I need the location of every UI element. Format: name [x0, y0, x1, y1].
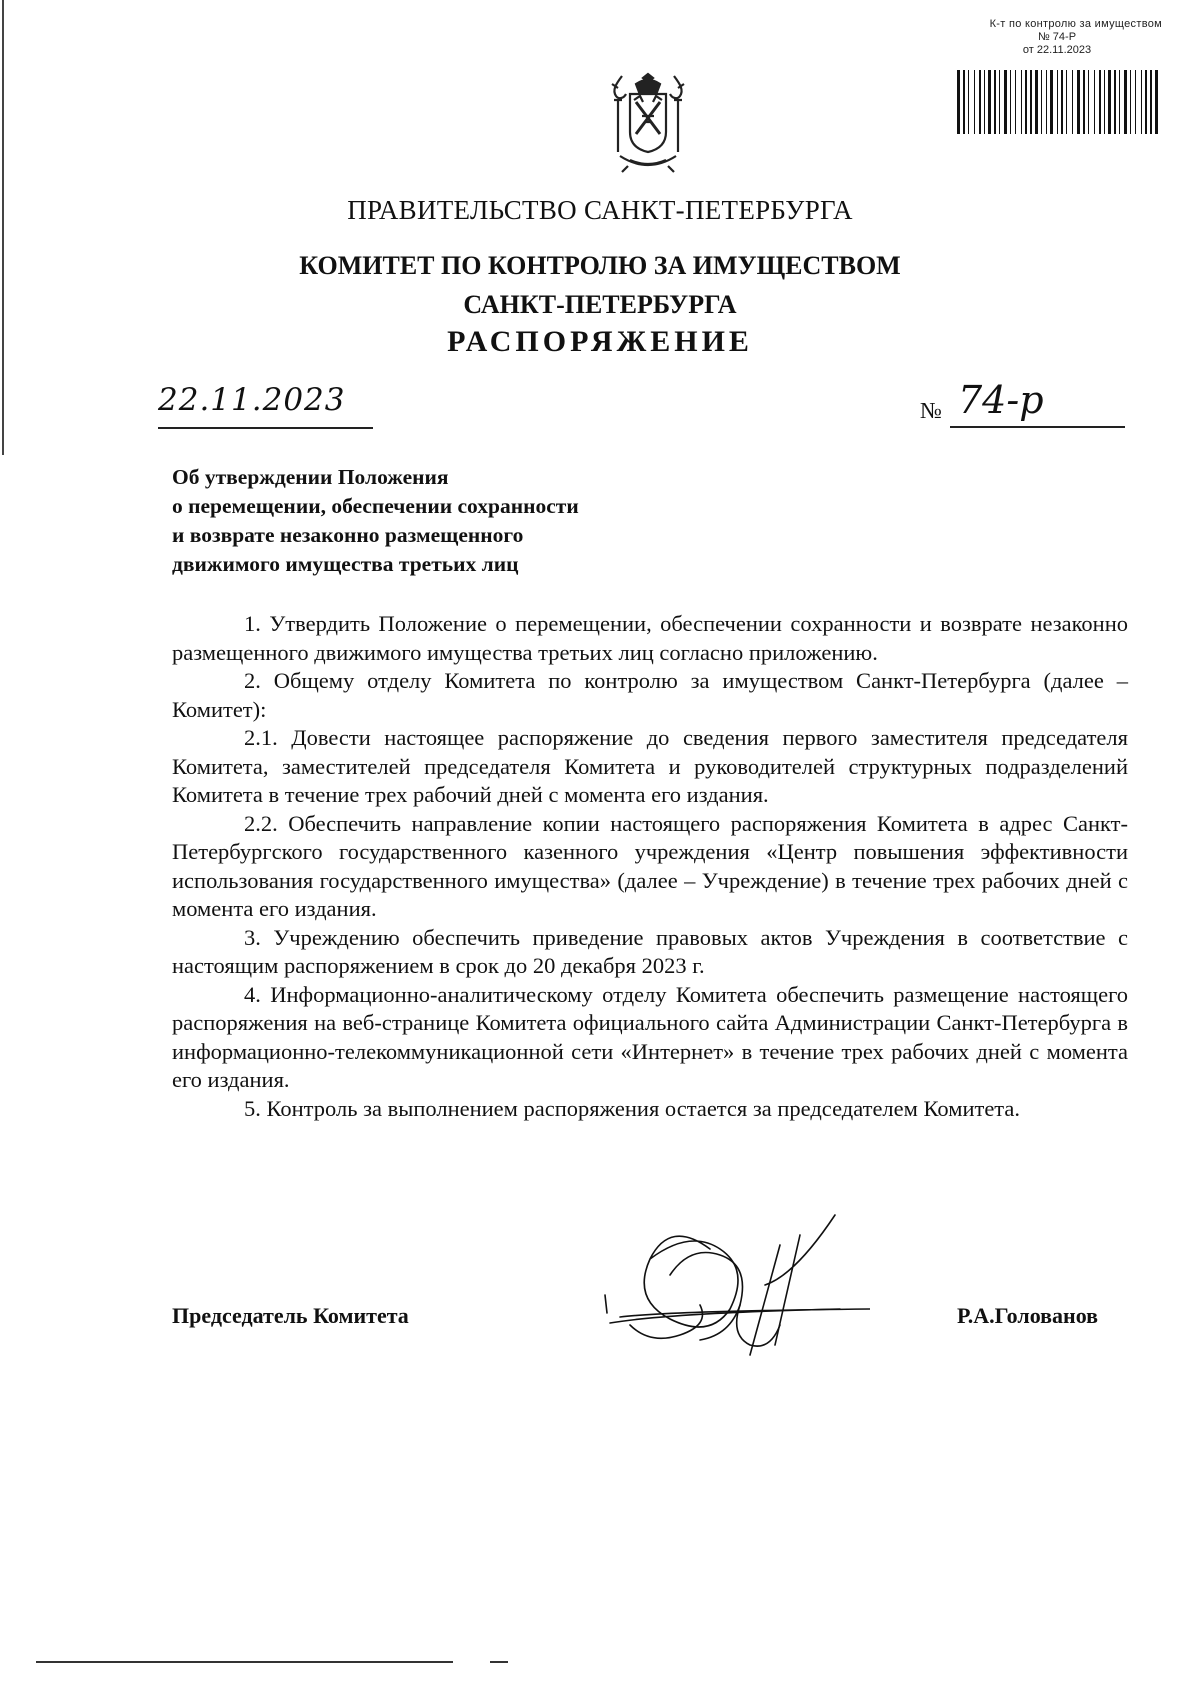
- handwritten-number: 74-р: [958, 378, 1044, 422]
- subject-line-1: Об утверждении Положения: [172, 465, 449, 489]
- document-subject: [172, 463, 732, 579]
- number-underline: [950, 426, 1125, 428]
- footer-rule: [36, 1661, 453, 1663]
- stamp-line-1: К-т по контролю за имуществом: [989, 18, 1162, 30]
- footer-rule-short: [490, 1661, 508, 1663]
- stamp-line-3: от 22.11.2023: [1022, 44, 1092, 56]
- number-label: №: [920, 398, 942, 423]
- paragraph-3: 3. Учреждению обеспечить приведение правовых актов Учреждения в соответствие с настоящим распоряжением в срок до 20 декабря 2023 г.: [172, 924, 1128, 978]
- committee-name: [0, 246, 1200, 324]
- stamp-line-2: № 74-Р: [1037, 31, 1077, 43]
- paragraph-2-1: 2.1. Довести настоящее распоряжение до сведения первого заместителя председателя Комитета, заместителей председателя Комитета и руководителей структурных подразделений Комитета в течение трех рабочий дней с момента его издания.: [172, 725, 1128, 807]
- subject-line-2: о перемещении, обеспечении сохранности: [172, 494, 579, 518]
- scan-edge-line: [2, 0, 4, 455]
- subject-line-3: и возврате незаконно размещенного: [172, 523, 524, 547]
- paragraph-5: 5. Контроль за выполнением распоряжения остается за председателем Комитета.: [244, 1095, 1021, 1121]
- committee-name-line-1: КОМИТЕТ ПО КОНТРОЛЮ ЗА ИМУЩЕСТВОМ: [299, 251, 901, 280]
- document-type-title: РАСПОРЯЖЕНИЕ: [447, 325, 753, 358]
- document-body: [172, 610, 1128, 1123]
- subject-line-4: движимого имущества третьих лиц: [172, 552, 519, 576]
- paragraph-2: 2. Общему отделу Комитета по контролю за имуществом Санкт-Петербурга (далее – Комитет):: [172, 668, 1128, 722]
- committee-name-line-2: САНКТ-ПЕТЕРБУРГА: [463, 290, 737, 319]
- signatory-name: Р.А.Голованов: [957, 1303, 1099, 1328]
- handwritten-signature: [590, 1205, 870, 1365]
- paragraph-2-2: 2.2. Обеспечить направление копии настоящего распоряжения Комитета в адрес Санкт-Петербургского государственного казенного учреждения «Центр повышения эффективности использования государственного имущества» (далее – Учреждение) в течение трех рабочих дней с момента его издания.: [172, 810, 1128, 921]
- paragraph-1: 1. Утвердить Положение о перемещении, обеспечении сохранности и возврате незаконно размещенного движимого имущества третьих лиц согласно приложению.: [172, 611, 1128, 665]
- registration-stamp: [952, 18, 1162, 57]
- signatory-title: Председатель Комитета: [172, 1303, 409, 1328]
- paragraph-4: 4. Информационно-аналитическому отделу Комитета обеспечить размещение настоящего распоряжения на веб-странице Комитета официального сайта Администрации Санкт-Петербурга в информационно-телекоммуникационной сети «Интернет» в течение трех рабочих дней с момента его издания.: [172, 981, 1128, 1092]
- date-underline: [158, 427, 373, 429]
- handwritten-date: 22.11.2023: [158, 382, 346, 418]
- government-name: ПРАВИТЕЛЬСТВО САНКТ-ПЕТЕРБУРГА: [347, 195, 853, 225]
- barcode: [955, 70, 1160, 134]
- coat-of-arms-emblem: [600, 70, 696, 174]
